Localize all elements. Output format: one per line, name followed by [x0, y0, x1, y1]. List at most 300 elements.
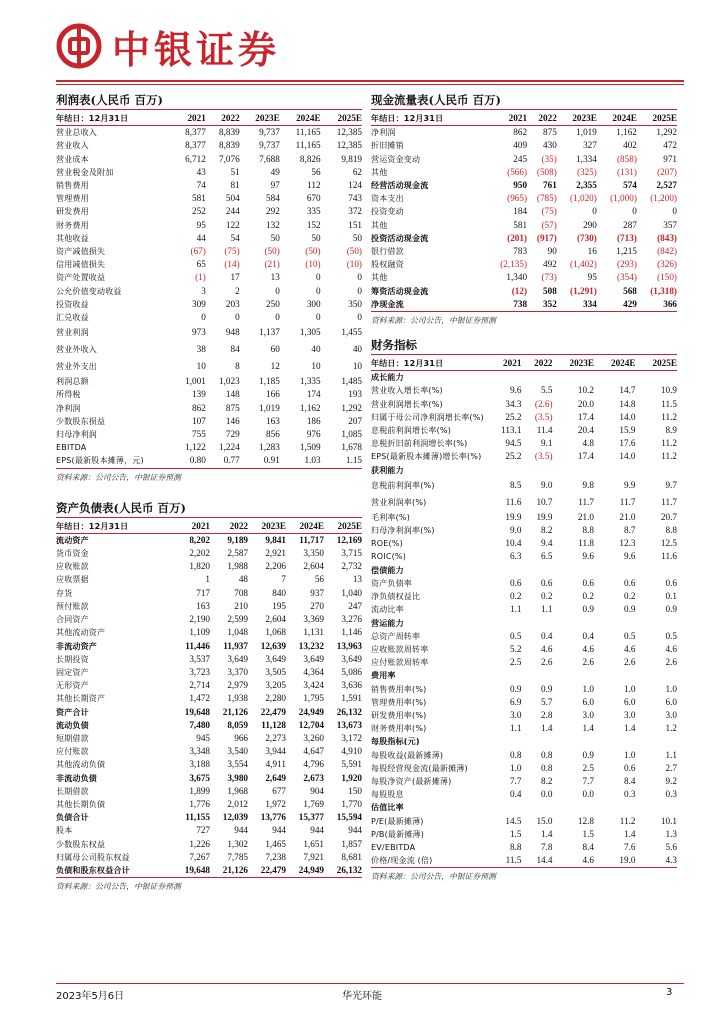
header-year: 2024E	[597, 112, 637, 126]
table-row	[371, 709, 677, 722]
cell-value	[553, 464, 594, 477]
cell-value: 15.9	[619, 425, 636, 436]
table-row	[371, 153, 677, 166]
cell-value: (1,200)	[650, 193, 677, 204]
cell-value: 8	[235, 361, 240, 372]
row-label: 营业利润	[56, 328, 89, 338]
cell-value: 13	[270, 272, 280, 283]
cell-value: 8.2	[541, 525, 553, 536]
cell-value: 148	[225, 389, 240, 400]
cell-value: 5.5	[541, 385, 553, 396]
row-label: 流动资产	[56, 535, 89, 545]
row-label: 估值比率	[371, 803, 404, 813]
cell-value: 19.0	[619, 855, 636, 866]
cell-value	[521, 371, 552, 385]
cell-value: 49	[270, 166, 280, 177]
table-row	[371, 166, 677, 179]
header-year: 2025E	[635, 357, 677, 371]
cell-value: 0.80	[189, 455, 206, 466]
table-row	[56, 271, 362, 284]
row-label: 归母净利润	[56, 430, 97, 440]
cell-value: 2.6	[541, 657, 553, 668]
cash-flow-source-note: 资料来源：公司公告，中银证券预测	[371, 311, 677, 327]
row-label: 其他	[371, 167, 388, 177]
row-label: 折旧摊销	[371, 141, 404, 151]
row-label: 合同资产	[56, 615, 89, 625]
cell-value: 3,636	[341, 680, 362, 691]
cell-value: 4.8	[582, 438, 594, 449]
row-label: 货币资金	[56, 549, 89, 559]
cell-value: 1,899	[189, 785, 210, 796]
header-year: 2022	[210, 520, 248, 534]
cell-value: 24,949	[298, 706, 324, 717]
financial-ratios-table	[371, 357, 677, 867]
row-label: 公允价值变动收益	[56, 286, 122, 296]
cell-value: 366	[663, 298, 677, 309]
cell-value: 6.0	[582, 696, 594, 707]
cell-value: 727	[196, 825, 210, 836]
cell-value: 6,712	[185, 153, 206, 164]
cell-value: (12)	[511, 285, 528, 296]
cell-value: 7.6	[624, 841, 636, 852]
cell-value: 26,132	[336, 864, 362, 875]
cell-value: 7,267	[189, 851, 210, 862]
row-label: 其他	[371, 220, 388, 230]
table-row	[371, 271, 677, 284]
cell-value: 948	[225, 327, 240, 338]
cell-value: 1.0	[665, 683, 677, 694]
cell-value: 2,587	[227, 548, 248, 559]
cell-value: 0.1	[665, 591, 677, 602]
row-label: 成长能力	[371, 373, 404, 383]
table-row	[56, 706, 362, 719]
table-row	[371, 683, 677, 696]
table-row	[56, 666, 362, 679]
ratios-source-note: 资料来源：公司公告，中银证券预测	[371, 867, 677, 883]
cell-value: 122	[225, 219, 240, 230]
cell-value: 3	[201, 285, 206, 296]
cell-value: 65	[196, 259, 206, 270]
cell-value	[635, 464, 677, 477]
row-label: 投资收益	[56, 299, 89, 309]
cell-value: 7	[281, 574, 286, 585]
row-label: 预付账款	[56, 601, 89, 611]
cell-value: 3.0	[624, 709, 636, 720]
cell-value: (1,402)	[570, 259, 597, 270]
row-label: 每股股息	[371, 790, 404, 800]
cell-value: 11.5	[661, 398, 677, 409]
table-row	[56, 772, 362, 785]
cell-value: 9.4	[541, 538, 553, 549]
cell-value: 708	[234, 587, 248, 598]
cell-value: 2,649	[265, 772, 286, 783]
cell-value: 1,938	[227, 693, 248, 704]
cell-value	[553, 735, 594, 748]
table-row	[56, 573, 362, 586]
cell-value: 0	[592, 206, 597, 217]
cell-value: 3,649	[303, 653, 324, 664]
cell-value: 5.2	[509, 643, 522, 654]
table-row	[371, 437, 677, 450]
row-label: 价格/现金流 (倍)	[371, 856, 433, 866]
cell-value: 335	[306, 206, 321, 217]
cell-value: 4,910	[341, 746, 362, 757]
cell-value: 20.7	[660, 511, 677, 522]
cell-value: 944	[272, 825, 286, 836]
cell-value: 9.0	[541, 479, 553, 490]
cell-value: (50)	[264, 246, 280, 257]
table-row	[56, 179, 362, 192]
cell-value: 19,648	[184, 706, 210, 717]
header-year: 2022	[521, 357, 552, 371]
cell-value	[487, 617, 521, 630]
header-year: 2023E	[248, 520, 286, 534]
cell-value: 0	[357, 285, 362, 296]
table-row	[371, 722, 677, 735]
cell-value: 973	[192, 327, 206, 338]
cell-value: 3,675	[189, 772, 210, 783]
table-row	[371, 537, 677, 550]
cell-value: 2,673	[303, 772, 324, 783]
cell-value: 1,972	[265, 798, 286, 809]
cell-value: 1,769	[303, 798, 324, 809]
cell-value: 21,126	[222, 864, 248, 875]
cell-value: 9.0	[509, 525, 522, 536]
cell-value: 3,649	[227, 653, 248, 664]
cell-value	[594, 371, 635, 385]
cell-value: 203	[225, 298, 240, 309]
cell-value: (35)	[541, 153, 557, 164]
cell-value: 2.6	[582, 657, 594, 668]
cell-value: 4,647	[303, 746, 324, 757]
row-label: 资产减值损失	[56, 247, 106, 257]
financial-ratios-title: 财务指标	[371, 335, 677, 355]
cell-value: 409	[513, 140, 528, 151]
table-row	[371, 577, 677, 590]
cell-value: 20.0	[577, 398, 594, 409]
cell-value: 0.3	[665, 789, 677, 800]
cell-value: 11.4	[536, 425, 553, 436]
cell-value: 0.2	[582, 591, 594, 602]
cell-value: 0.6	[509, 577, 522, 588]
cell-value: 0.6	[541, 577, 553, 588]
table-row	[371, 775, 677, 788]
row-label: 营业外收入	[56, 345, 97, 355]
cell-value: 48	[238, 574, 248, 585]
cell-value: 8.5	[509, 479, 522, 490]
row-label: 流动比率	[371, 605, 404, 615]
cell-value: 492	[543, 259, 557, 270]
cell-value: 2,202	[189, 548, 210, 559]
cell-value: 26,132	[336, 706, 362, 717]
cell-value: 97	[270, 180, 280, 191]
row-label: 营业外支出	[56, 362, 97, 372]
table-row	[56, 232, 362, 245]
table-row	[371, 179, 677, 192]
cash-flow-title: 现金流量表(人民币 百万)	[371, 90, 677, 110]
cell-value: (75)	[224, 246, 240, 257]
table-row	[371, 464, 677, 477]
cell-value: 1.15	[345, 455, 362, 466]
cell-value: 945	[196, 732, 210, 743]
table-row	[56, 798, 362, 811]
table-row	[56, 547, 362, 560]
cell-value	[635, 735, 677, 748]
cell-value	[487, 564, 521, 577]
cell-value: 12	[270, 361, 280, 372]
cell-value: 1,509	[299, 442, 321, 453]
cell-value: 195	[272, 600, 286, 611]
cell-value: 937	[310, 587, 324, 598]
row-label: 营业利润率(%)	[371, 497, 427, 507]
cell-value: 14.8	[619, 398, 636, 409]
cell-value: 7,785	[227, 851, 248, 862]
header-year: 2025E	[321, 112, 362, 126]
cell-value: 574	[623, 180, 637, 191]
cell-value: 292	[266, 206, 280, 217]
cell-value: (207)	[657, 166, 677, 177]
income-source-note: 资料来源：公司公告，中银证券预测	[56, 468, 362, 484]
row-label: ROIC(%)	[371, 552, 407, 562]
row-label: 筹资活动现金流	[371, 286, 429, 296]
table-row	[371, 550, 677, 563]
cell-value: 2,280	[265, 693, 286, 704]
cell-value: 677	[272, 785, 286, 796]
cell-value: 8.8	[509, 841, 522, 852]
table-row	[56, 626, 362, 639]
cell-value: 1.1	[665, 749, 677, 760]
table-row	[56, 679, 362, 692]
table-row	[371, 630, 677, 643]
cell-value: 7,238	[265, 851, 286, 862]
cell-value: (57)	[541, 219, 557, 230]
cell-value: 2.7	[665, 762, 677, 773]
cell-value: 2,012	[227, 798, 248, 809]
cell-value: 13,963	[336, 640, 362, 651]
cell-value: (50)	[346, 246, 362, 257]
cell-value: 1,770	[341, 798, 362, 809]
cell-value: (10)	[305, 259, 321, 270]
row-label: 股权融资	[371, 260, 404, 270]
cell-value: 1,185	[259, 376, 280, 387]
cell-value: 3,540	[227, 746, 248, 757]
header-year: 2021	[487, 112, 527, 126]
cell-value: 581	[513, 219, 528, 230]
cell-value: 3,188	[189, 759, 210, 770]
row-label: 营业收入	[56, 141, 89, 151]
cell-value: 1,122	[185, 442, 206, 453]
cell-value: 334	[583, 298, 597, 309]
cell-value: 1,302	[227, 838, 248, 849]
cell-value: 7.8	[541, 841, 553, 852]
cell-value: 3,537	[189, 653, 210, 664]
cell-value: 11.7	[578, 496, 594, 507]
row-label: 营运能力	[371, 618, 404, 628]
cell-value: 1,137	[259, 327, 280, 338]
cell-value: 0.2	[541, 591, 553, 602]
cell-value: 2,979	[227, 680, 248, 691]
row-label: 获利能力	[371, 465, 404, 475]
cell-value: 1,795	[303, 693, 324, 704]
table-row	[371, 139, 677, 152]
table-row	[371, 384, 677, 397]
row-label: 财务费用率(%)	[371, 724, 427, 734]
cell-value: 350	[348, 298, 362, 309]
cell-value: 139	[192, 389, 206, 400]
cell-value: 0	[357, 272, 362, 283]
row-label: 偿债能力	[371, 565, 404, 575]
row-label: 应收账款周转率	[371, 644, 429, 654]
cell-value: 9.9	[624, 479, 636, 490]
cell-value: 1,292	[341, 402, 362, 413]
table-row	[371, 126, 677, 140]
table-row	[371, 656, 677, 669]
cell-value: 472	[663, 140, 677, 151]
row-label: 其他	[371, 273, 388, 283]
cell-value: 1,226	[189, 838, 210, 849]
cell-value: 50	[352, 232, 362, 243]
row-label: 营业总收入	[56, 128, 97, 138]
row-label: 其他长期负债	[56, 799, 106, 809]
cell-value: 56	[314, 574, 324, 585]
table-row	[56, 600, 362, 613]
cell-value: 174	[306, 389, 321, 400]
table-row	[56, 758, 362, 771]
row-label: 其他流动资产	[56, 628, 106, 638]
cell-value: 1,068	[265, 627, 286, 638]
cell-value: (843)	[657, 232, 677, 243]
cell-value: 95	[587, 272, 597, 283]
row-label: 研发费用	[56, 207, 89, 217]
cell-value: 0	[316, 312, 321, 323]
table-row	[56, 441, 362, 454]
table-row	[371, 258, 677, 271]
cell-value: 2.5	[582, 762, 594, 773]
cell-value: 584	[266, 193, 280, 204]
cell-value: 0.6	[624, 762, 636, 773]
row-label: 资本支出	[371, 194, 404, 204]
table-row	[56, 375, 362, 388]
cell-value: 17.6	[619, 438, 636, 449]
cell-value: 12,639	[260, 640, 286, 651]
row-label: 管理费用	[56, 194, 89, 204]
row-label: 息税前利润增长率(%)	[371, 426, 452, 436]
cell-value: 1,920	[341, 772, 362, 783]
cell-value: 9.8	[582, 479, 594, 490]
cell-value: 5.6	[665, 841, 677, 852]
row-label: 负债和股东权益合计	[56, 865, 130, 875]
row-label: 短期借款	[56, 733, 89, 743]
cell-value: 300	[306, 298, 321, 309]
cell-value: 1.0	[624, 683, 636, 694]
cell-value: 6.0	[624, 696, 636, 707]
cell-value: 6.0	[665, 696, 677, 707]
cell-value: 3,276	[341, 614, 362, 625]
cell-value: 0.8	[541, 749, 553, 760]
cell-value: 1,455	[341, 327, 362, 338]
cell-value: 6.9	[509, 696, 522, 707]
row-label: 息税折旧前利润增长率(%)	[371, 439, 468, 449]
row-label: EPS(最新股本摊薄)增长率(%)	[371, 452, 482, 462]
cell-value: 12,169	[336, 534, 362, 545]
cell-value: 3,649	[341, 653, 362, 664]
cell-value: (354)	[616, 272, 637, 283]
cell-value: 11,446	[185, 640, 210, 651]
cell-value: 250	[266, 298, 280, 309]
table-row	[56, 824, 362, 837]
cell-value: 783	[513, 246, 528, 257]
cell-value: 755	[192, 429, 206, 440]
row-label: P/B(最新摊薄)	[371, 829, 425, 839]
cell-value	[635, 371, 677, 385]
cell-value: 1,465	[265, 838, 286, 849]
cell-value: 875	[543, 127, 557, 138]
row-label: 无形资产	[56, 681, 89, 691]
cell-value: (3.5)	[534, 411, 553, 422]
cell-value: (131)	[616, 166, 637, 177]
cell-value: 7,688	[259, 153, 280, 164]
cell-value: 8,377	[185, 140, 206, 151]
cell-value: 124	[348, 180, 362, 191]
cell-value: 1,485	[341, 376, 362, 387]
cell-value: 1	[205, 574, 210, 585]
cell-value: 13	[352, 574, 362, 585]
row-label: 资产合计	[56, 707, 89, 717]
footer-divider	[56, 983, 684, 984]
cell-value: 0	[357, 312, 362, 323]
cell-value: 10.1	[660, 815, 677, 826]
cell-value: 107	[192, 415, 206, 426]
cell-value: 1.1	[509, 604, 522, 615]
cell-value: 0	[235, 312, 240, 323]
cell-value: 74	[196, 180, 206, 191]
cell-value: 9,737	[259, 140, 280, 151]
cell-value	[594, 669, 635, 682]
cell-value	[521, 617, 552, 630]
cell-value	[635, 564, 677, 577]
table-row	[371, 603, 677, 616]
cell-value: 14.0	[619, 451, 636, 462]
cell-value: 1,340	[506, 272, 528, 283]
cell-value: 7.7	[582, 775, 594, 786]
cell-value: 8.8	[582, 525, 594, 536]
cell-value: 875	[225, 402, 240, 413]
row-label: 销售费用	[56, 181, 89, 191]
cell-value: (2,135)	[500, 259, 528, 270]
cell-value: 15,377	[298, 812, 324, 823]
table-row	[56, 864, 362, 877]
table-row	[56, 192, 362, 205]
table-row	[56, 402, 362, 415]
row-label: 非流动资产	[56, 641, 97, 651]
cell-value: 15,594	[336, 812, 362, 823]
cell-value: 10.7	[536, 496, 553, 507]
cell-value: (293)	[616, 259, 637, 270]
cell-value: 21,126	[222, 706, 248, 717]
cell-value: 44	[196, 232, 206, 243]
table-row	[56, 285, 362, 298]
cell-value: (965)	[507, 193, 528, 204]
table-row	[371, 424, 677, 437]
cell-value: 11.2	[661, 411, 677, 422]
cell-value: 2,714	[189, 680, 210, 691]
row-label: 其他流动负债	[56, 760, 106, 770]
row-label: 非流动负债	[56, 773, 97, 783]
cell-value	[553, 617, 594, 630]
cell-value: 3.0	[582, 709, 594, 720]
cell-value	[521, 669, 552, 682]
table-row	[371, 815, 677, 828]
